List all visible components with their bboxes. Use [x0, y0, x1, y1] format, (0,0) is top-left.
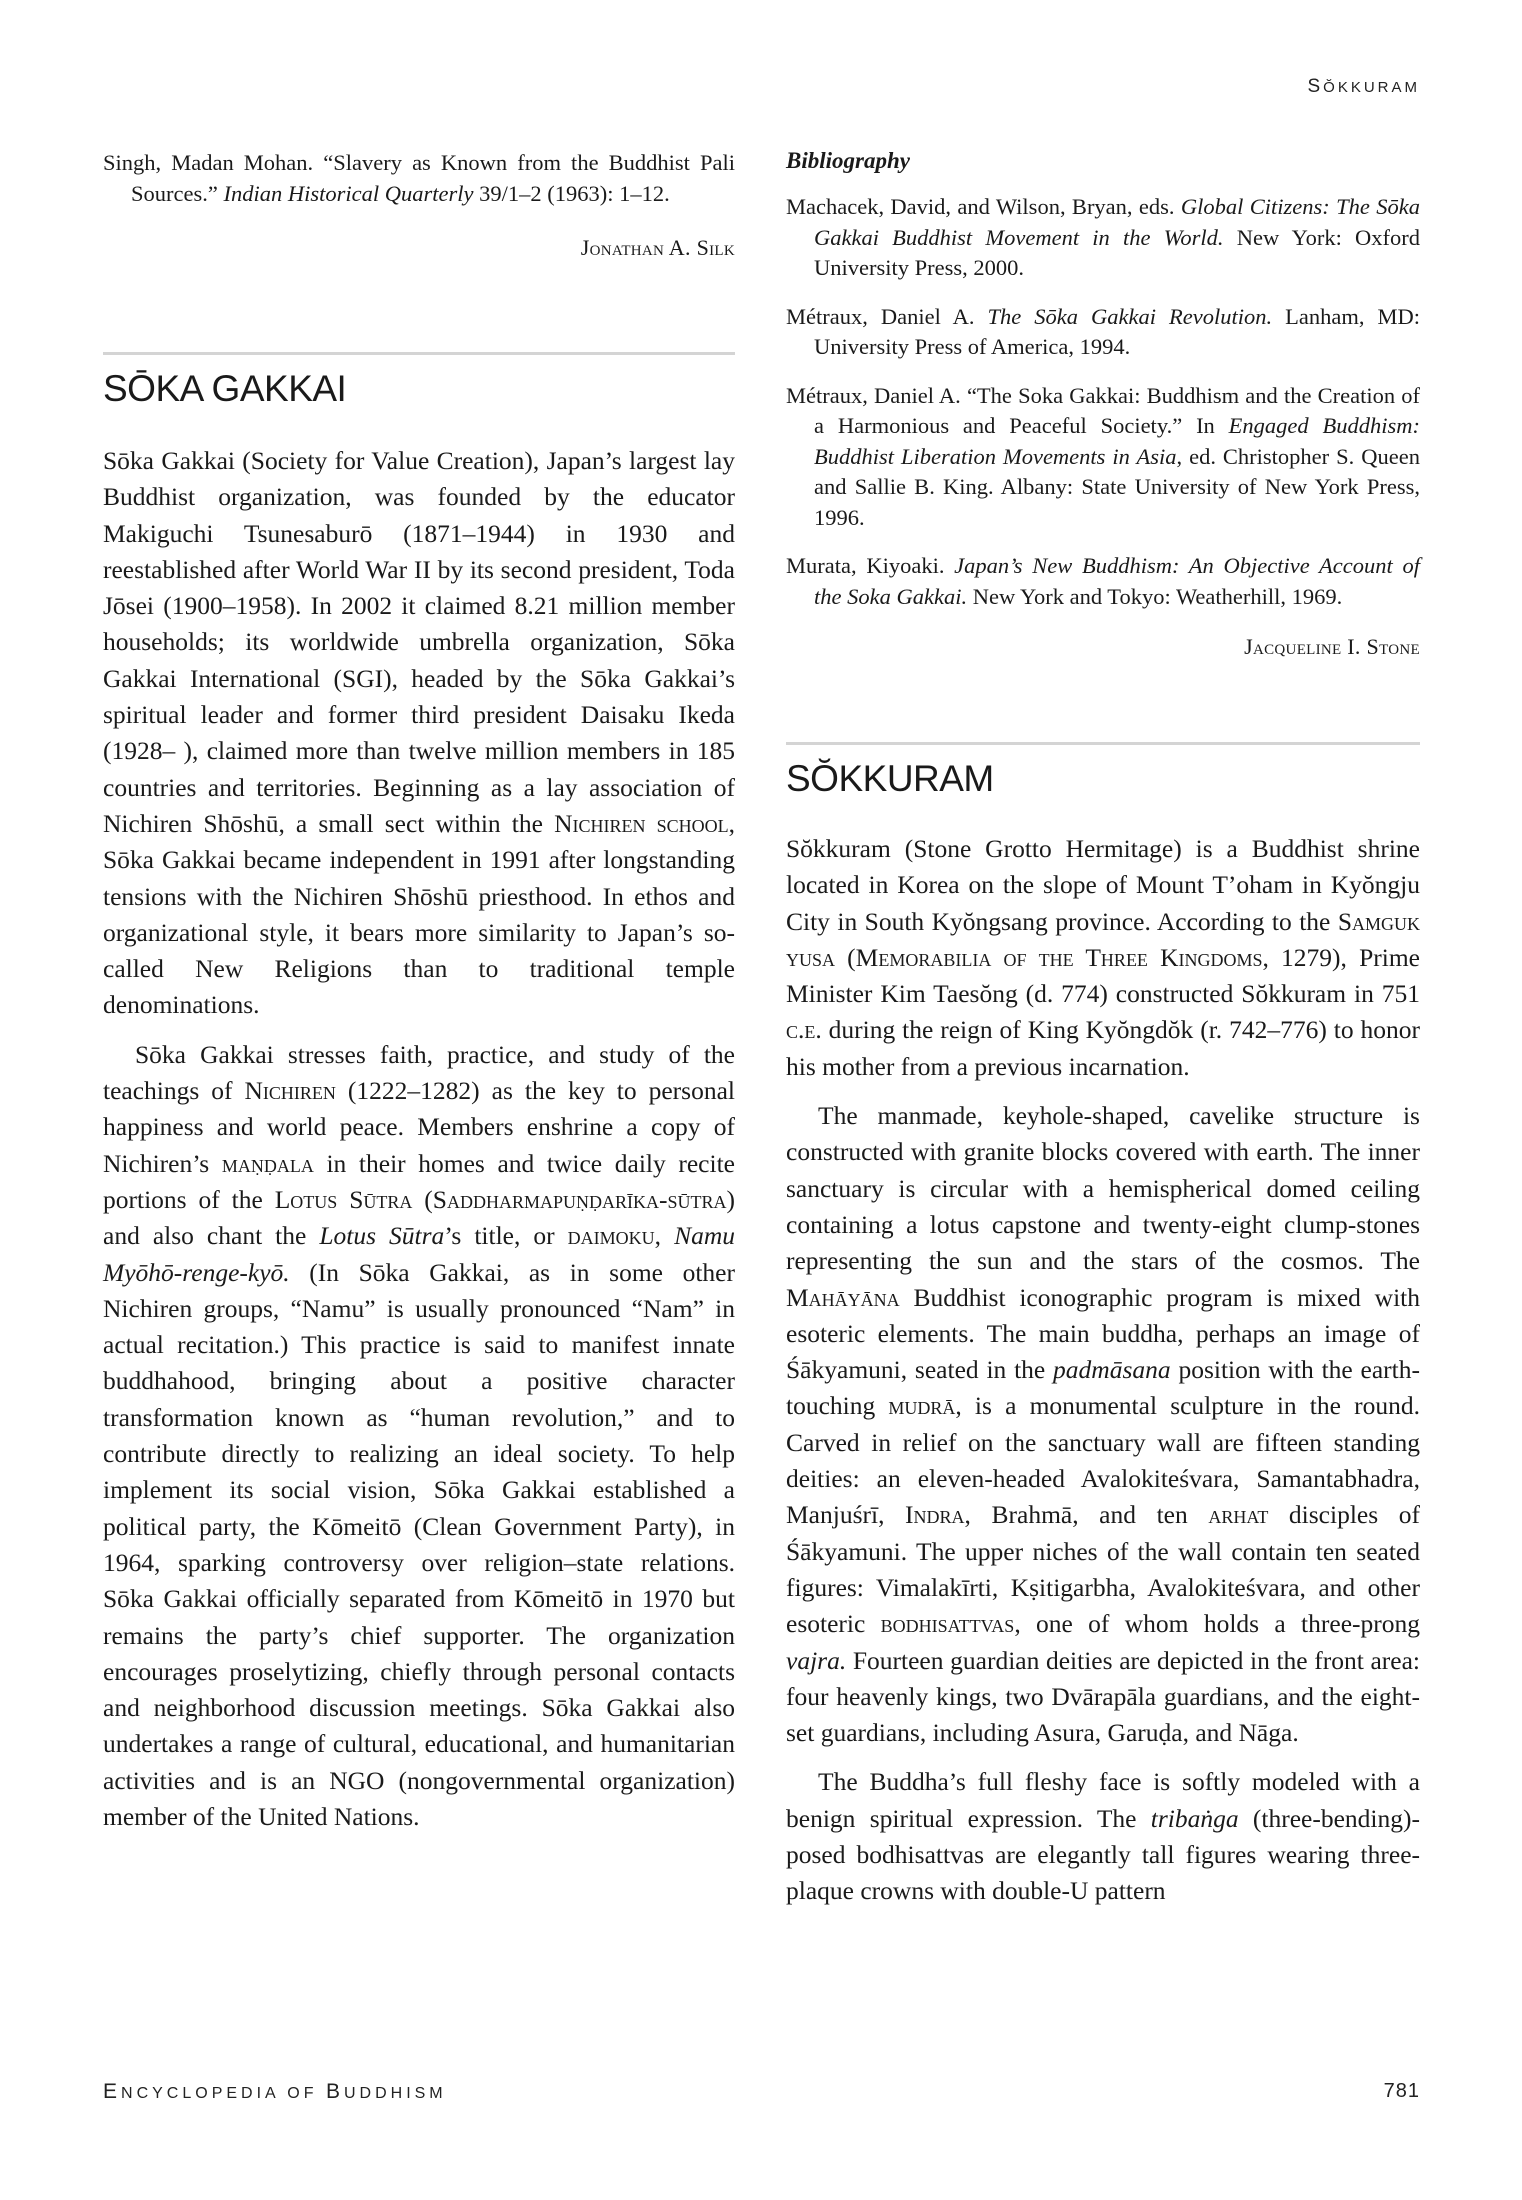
page-footer: [103, 2080, 1420, 2104]
reference-details: 39/1–2 (1963): 1–12.: [473, 180, 670, 206]
italic-term: padmāsana: [1053, 1355, 1171, 1385]
left-column: [103, 148, 735, 1835]
text-run: Sōka Gakkai (Society for Value Creation), Japan’s largest lay Buddhist organization, was founded by the educator Makiguchi Tsunesaburō (1871–1944) in 1930 and reestablished after World War II by its second president, Toda Jōsei (1900–1958). In 2002 it claimed 8.21 million member households; its worldwide umbrella organization, Sōka Gakkai International (SGI), headed by the Sōka Gakkai’s spiritual leader and former third president Daisaku Ikeda (1928– ), claimed more than twelve million members in 185 countries and territories. Beginning as a lay association of Nichiren Shōshū, a small sect within the: [103, 446, 735, 838]
reference-title: Global Citizens: The Sōka Gakkai Buddhist Movement in the World.: [814, 194, 1420, 250]
running-head: [1307, 76, 1420, 98]
italic-term: Namu Myōhō-renge-kyō.: [103, 1221, 735, 1287]
text-run: The Buddha’s full fleshy face is softly modeled with a benign spiritual expression. The: [786, 1767, 1420, 1833]
text-run: , one of whom holds a three-prong: [1014, 1609, 1420, 1639]
title-word: OF: [287, 2085, 318, 2102]
right-column: [786, 148, 1420, 1910]
text-run: Murata, Kiyoaki.: [786, 553, 955, 578]
italic-term: Lotus Sūtra: [319, 1221, 445, 1251]
cross-reference-link[interactable]: bodhisattvas: [880, 1609, 1015, 1639]
bibliography-entry: [786, 551, 1420, 612]
title-initial: B: [325, 2080, 344, 2103]
reference-title: Japan’s New Buddhism: An Objective Account of the Soka Gakkai.: [814, 553, 1420, 609]
text-run: Machacek, David, and Wilson, Bryan, eds.: [786, 194, 1181, 219]
entry-title-sokkuram: SŎKKURAM: [786, 758, 994, 799]
title-word: UDDHISM: [343, 2085, 447, 2102]
cross-reference-link[interactable]: Samguk yusa: [786, 906, 1420, 972]
text-run: position with the earth-touching: [786, 1355, 1420, 1421]
cross-reference-link[interactable]: daimoku: [567, 1221, 655, 1251]
text-run: , Sōka Gakkai became independent in 1991 after longstanding tensions with the Nichiren Shōshū priesthood. In ethos and organizational style, it bears more similarity to Japan’s so-called New Religions than to traditional temple denominations.: [103, 808, 735, 1020]
text-run: during the reign of King Kyŏngdŏk (r. 742–776) to honor his mother from a previous incarnation.: [786, 1015, 1420, 1081]
text-run: ) and also chant the: [103, 1184, 735, 1251]
text-run: in their homes and twice daily recite portions of the: [103, 1148, 735, 1214]
reference-author: Singh, Madan Mohan. “Slavery as Known from the Buddhist Pali Sources.”: [103, 150, 735, 206]
text-run: Lanham, MD: University Press of America, 1994.: [814, 303, 1420, 359]
cross-reference-link[interactable]: Nichiren school: [554, 808, 729, 838]
author-attribution-stone: Jacqueline I. Stone: [1244, 634, 1420, 659]
text-run: Métraux, Daniel A.: [786, 303, 988, 329]
bibliography-entry: [786, 381, 1420, 534]
cross-reference-link[interactable]: mudrā: [888, 1391, 956, 1421]
section-divider: [103, 352, 735, 355]
text-run: , is a monumental sculpture in the round. Carved in relief on the sanctuary wall are fifteen standing deities: an eleven-headed Avalokiteśvara, Samantabhadra, Manjuśrī,: [786, 1391, 1420, 1530]
text-run: Buddhist iconographic program is mixed with esoteric elements. The main buddha, perhaps an image of Śākyamuni, seated in the: [786, 1282, 1420, 1385]
text-run: (: [412, 1184, 433, 1214]
cross-reference-link[interactable]: Nichiren: [244, 1076, 336, 1106]
cross-reference-link[interactable]: arhat: [1208, 1500, 1269, 1530]
text-run: (1222–1282) as the key to personal happiness and world peace. Members enshrine a copy of Nichiren’s: [103, 1076, 735, 1178]
text-run: New York: Oxford University Press, 2000.: [814, 224, 1421, 280]
reference-journal: Indian Historical Quarterly: [223, 180, 474, 206]
cross-reference-link[interactable]: Memorabilia of the Three Kingdoms: [855, 942, 1263, 972]
page-number: 781: [1383, 2080, 1420, 2102]
text-run: , ed. Christopher S. Queen and Sallie B. King. Albany: State University of New York Press, 1996.: [814, 443, 1420, 530]
text-run: The manmade, keyhole-shaped, cavelike structure is constructed with granite blocks covered with earth. The inner sanctuary is circular with a hemispherical domed ceiling containing a lotus capstone and twenty-eight clump-stones representing the sun and the stars of the cosmos. The: [786, 1101, 1420, 1276]
cross-reference-link[interactable]: Indra: [905, 1500, 965, 1530]
soka-gakkai-paragraph-2: [103, 1037, 735, 1836]
text-run: Sōka Gakkai stresses faith, practice, and study of the teachings of: [103, 1039, 735, 1106]
title-word: NCYCLOPEDIA: [121, 2085, 279, 2102]
text-run: ’s title, or: [444, 1221, 568, 1251]
cross-reference-link[interactable]: Lotus Sūtra: [274, 1184, 413, 1214]
bibliography-entry: [786, 302, 1420, 363]
text-run: New York and Tokyo: Weatherhill, 1969.: [967, 583, 1343, 609]
text-run: , 1279), Prime Minister Kim Taesŏng (d. 774) constructed Sŏkkuram in 751: [786, 942, 1420, 1009]
sokkuram-paragraph-1: [786, 831, 1420, 1085]
section-divider: [786, 742, 1420, 745]
soka-gakkai-paragraph-1: [103, 443, 735, 1024]
author-attribution-silk: Jonathan A. Silk: [580, 235, 735, 260]
text-run: disciples of Śākyamuni. The upper niches of the wall contain ten seated figures: Vimalakīrti, Kṣitigarbha, Avalokiteśvara, and other esoteric: [786, 1500, 1420, 1639]
publication-title: [103, 2080, 447, 2104]
bibliography-entry: [786, 192, 1420, 284]
sokkuram-paragraph-2: [786, 1098, 1420, 1751]
italic-term: vajra.: [786, 1645, 847, 1675]
cross-reference-link[interactable]: maṇḍala: [221, 1148, 314, 1178]
cross-reference-link[interactable]: Mahāyāna: [786, 1282, 900, 1312]
era-abbreviation: c.e.: [786, 1015, 822, 1045]
reference-title: Engaged Buddhism: Buddhist Liberation Movements in Asia: [814, 413, 1420, 469]
text-run: Fourteen guardian deities are depicted in the front area: four heavenly kings, two Dvārapāla guardians, and the eight-set guardians, including Asura, Garuḍa, and Nāga.: [786, 1645, 1420, 1748]
bibliography-heading: Bibliography: [786, 148, 910, 173]
running-head-rest: ŎKKURAM: [1323, 79, 1420, 96]
text-run: , Brahmā, and ten: [964, 1500, 1209, 1530]
entry-title-soka-gakkai: SŌKA GAKKAI: [103, 368, 347, 409]
text-run: Métraux, Daniel A. “The Soka Gakkai: Buddhism and the Creation of a Harmonious and Peaceful Society.” In: [786, 382, 1420, 438]
carryover-reference: [103, 148, 735, 209]
reference-title: The Sōka Gakkai Revolution.: [987, 303, 1273, 329]
title-initial: E: [103, 2080, 122, 2103]
running-head-initial: S: [1307, 76, 1324, 97]
text-run: (In Sōka Gakkai, as in some other Nichiren groups, “Namu” is usually pronounced “Nam” in actual recitation.) This practice is said to manifest innate buddhahood, bringing about a positive character transformation known as “human revolution,” and to contribute directly to realizing an ideal society. To help implement its social vision, Sōka Gakkai established a political party, the Kōmeitō (Clean Government Party), in 1964, sparking controversy over religion–state relations. Sōka Gakkai officially separated from Kōmeitō in 1970 but remains the party’s chief supporter. The organization encourages proselytizing, chiefly through personal contacts and neighborhood discussion meetings. Sōka Gakkai also undertakes a range of cultural, educational, and humanitarian activities and is an NGO (nongovernmental organization) member of the United Nations.: [103, 1257, 735, 1831]
italic-term: tribaṅga: [1150, 1803, 1239, 1833]
cross-reference-link[interactable]: Saddharmapuṇḍarīka-sūtra: [432, 1184, 727, 1214]
text-run: (: [835, 942, 856, 972]
text-run: ,: [654, 1221, 675, 1251]
text-run: Sŏkkuram (Stone Grotto Hermitage) is a Buddhist shrine located in Korea on the slope of Mount T’oham in Kyŏngju City in South Kyŏngsang province. According to the: [786, 834, 1420, 936]
sokkuram-paragraph-3: [786, 1764, 1420, 1909]
text-run: (three-bending)-posed bodhisattvas are elegantly tall figures wearing three-plaque crowns with double-U pattern: [786, 1803, 1421, 1906]
